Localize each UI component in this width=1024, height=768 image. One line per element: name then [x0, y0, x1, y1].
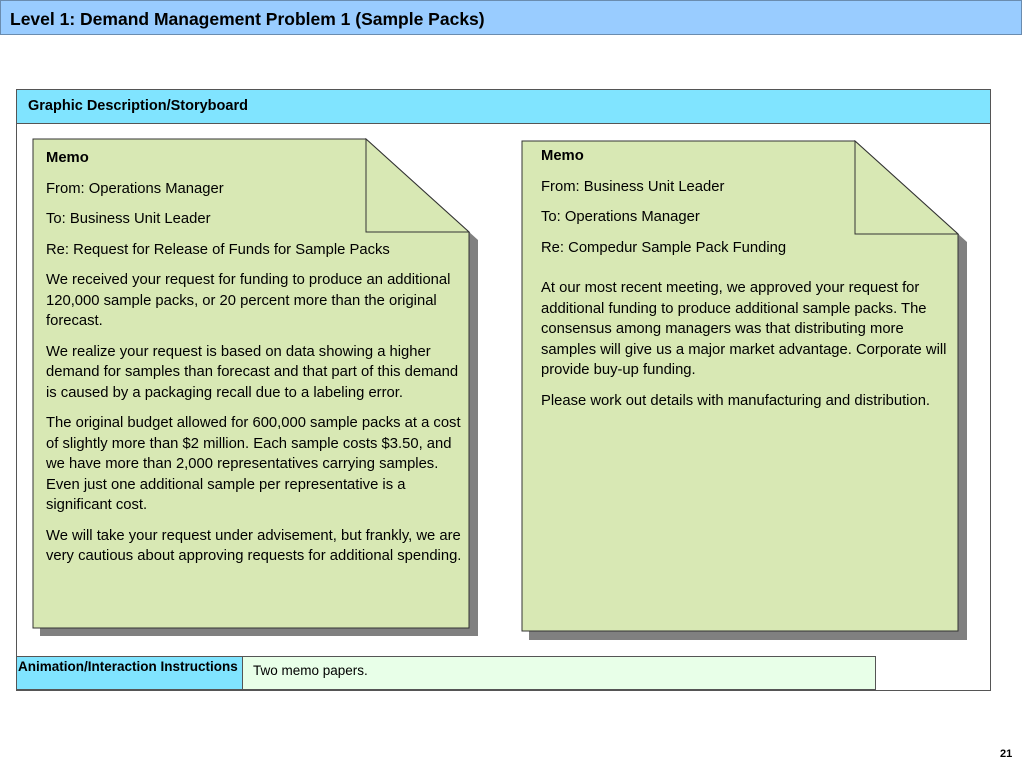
memo-left-paragraph: The original budget allowed for 600,000 sample packs at a cost of slightly more than $2 million. Each sample costs $3.50, and we have more than 2,000 representatives carrying samples. Even just one additional sample per representative is a significant cost. — [46, 415, 461, 513]
memo-right-re: Re: Compedur Sample Pack Funding — [541, 239, 787, 256]
page-number: 21 — [1000, 748, 1013, 760]
animation-instructions-value: Two memo papers. — [242, 656, 876, 690]
memo-left-paragraph: We received your request for funding to produce an additional 120,000 sample packs, or 20 percent more than the original forecast. — [46, 272, 451, 329]
storyboard-header-label: Graphic Description/Storyboard — [28, 98, 248, 114]
memo-left — [32, 138, 484, 638]
memo-right-from: From: Business Unit Leader — [541, 178, 725, 195]
memo-left-heading: Memo — [46, 150, 89, 166]
memo-right — [521, 140, 973, 642]
animation-instructions-label: Animation/Interaction Instructions — [16, 656, 243, 690]
memo-left-to: To: Business Unit Leader — [46, 211, 211, 227]
memo-right-paragraph: At our most recent meeting, we approved your request for additional funding to produce additional sample packs. The consensus among managers was that distributing more samples will give us a major market advantage. Corporate will provide buy-up funding. — [541, 280, 947, 378]
storyboard-header — [17, 90, 990, 124]
memo-left-paragraph: We realize your request is based on data showing a higher demand for samples than forecast and that part of this demand is caused by a packaging recall due to a labeling error. — [46, 343, 459, 401]
memo-left-from: From: Operations Manager — [46, 180, 224, 197]
slide-title: Level 1: Demand Management Problem 1 (Sample Packs) — [10, 9, 485, 29]
memo-right-heading: Memo — [541, 148, 584, 164]
title-bar — [0, 0, 1022, 35]
memo-right-to: To: Operations Manager — [541, 209, 700, 225]
memo-left-paragraph: We will take your request under advisement, but frankly, we are very cautious about approving requests for additional spending. — [46, 527, 462, 564]
memo-right-paragraph: Please work out details with manufacturing and distribution. — [541, 392, 931, 409]
memo-left-re: Re: Request for Release of Funds for Sample Packs — [46, 241, 390, 258]
